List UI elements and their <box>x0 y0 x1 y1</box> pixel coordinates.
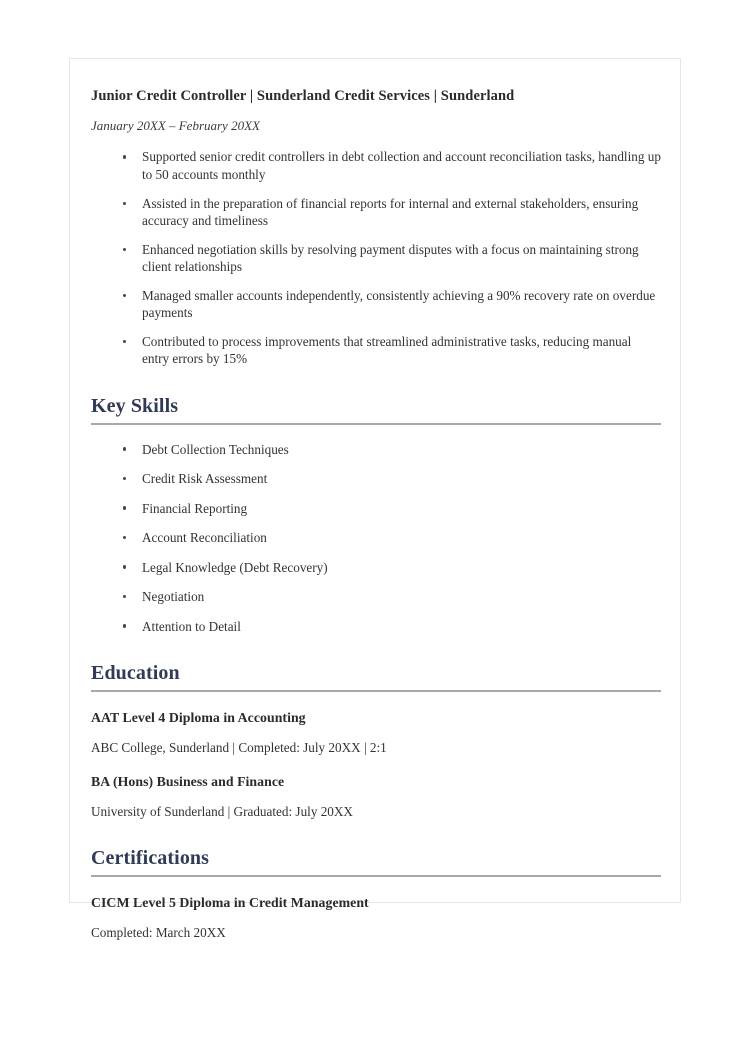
list-item: Contributed to process improvements that streamlined administrative tasks, reducing manual entry errors by 15% <box>91 333 661 368</box>
list-item: Negotiation <box>91 588 661 605</box>
certification-entry <box>91 894 661 941</box>
certification-entry-detail: Completed: March 20XX <box>91 924 226 940</box>
list-item: Credit Risk Assessment <box>91 470 661 487</box>
list-item: Enhanced negotiation skills by resolving payment disputes with a focus on maintaining strong client relationships <box>91 241 661 276</box>
education-entry-title: AAT Level 4 Diploma in Accounting <box>91 709 306 725</box>
list-item: Supported senior credit controllers in debt collection and account reconciliation tasks, handling up to 50 accounts monthly <box>91 148 661 183</box>
list-item: Managed smaller accounts independently, consistently achieving a 90% recovery rate on overdue payments <box>91 287 661 322</box>
resume-page <box>69 58 681 940</box>
job-title: Junior Credit Controller | Sunderland Credit Services | Sunderland <box>91 88 515 104</box>
section-divider <box>91 875 661 877</box>
experience-bullet-list <box>91 148 661 367</box>
list-item: Assisted in the preparation of financial reports for internal and external stakeholders, ensuring accuracy and timeliness <box>91 195 661 230</box>
education-entry-detail: University of Sunderland | Graduated: July 20XX <box>91 803 353 819</box>
section-divider <box>91 690 661 692</box>
resume-content <box>91 87 661 941</box>
job-dates: January 20XX – February 20XX <box>91 117 260 133</box>
list-item: Debt Collection Techniques <box>91 441 661 458</box>
list-item: Financial Reporting <box>91 500 661 517</box>
education-entry-detail: ABC College, Sunderland | Completed: July 20XX | 2:1 <box>91 739 387 755</box>
key-skills-list <box>91 441 661 635</box>
list-item: Legal Knowledge (Debt Recovery) <box>91 559 661 576</box>
section-key-skills <box>91 394 661 635</box>
section-heading-key-skills: Key Skills <box>91 394 179 417</box>
experience-entry <box>91 87 661 368</box>
certification-entry-title: CICM Level 5 Diploma in Credit Management <box>91 894 369 910</box>
section-heading-certifications: Certifications <box>91 846 210 869</box>
education-entry <box>91 773 661 820</box>
list-item: Attention to Detail <box>91 618 661 635</box>
section-heading-education: Education <box>91 661 180 684</box>
section-education <box>91 661 661 820</box>
education-entry-title: BA (Hons) Business and Finance <box>91 773 285 789</box>
section-certifications <box>91 846 661 941</box>
education-entry <box>91 709 661 756</box>
list-item: Account Reconciliation <box>91 529 661 546</box>
section-divider <box>91 423 661 425</box>
